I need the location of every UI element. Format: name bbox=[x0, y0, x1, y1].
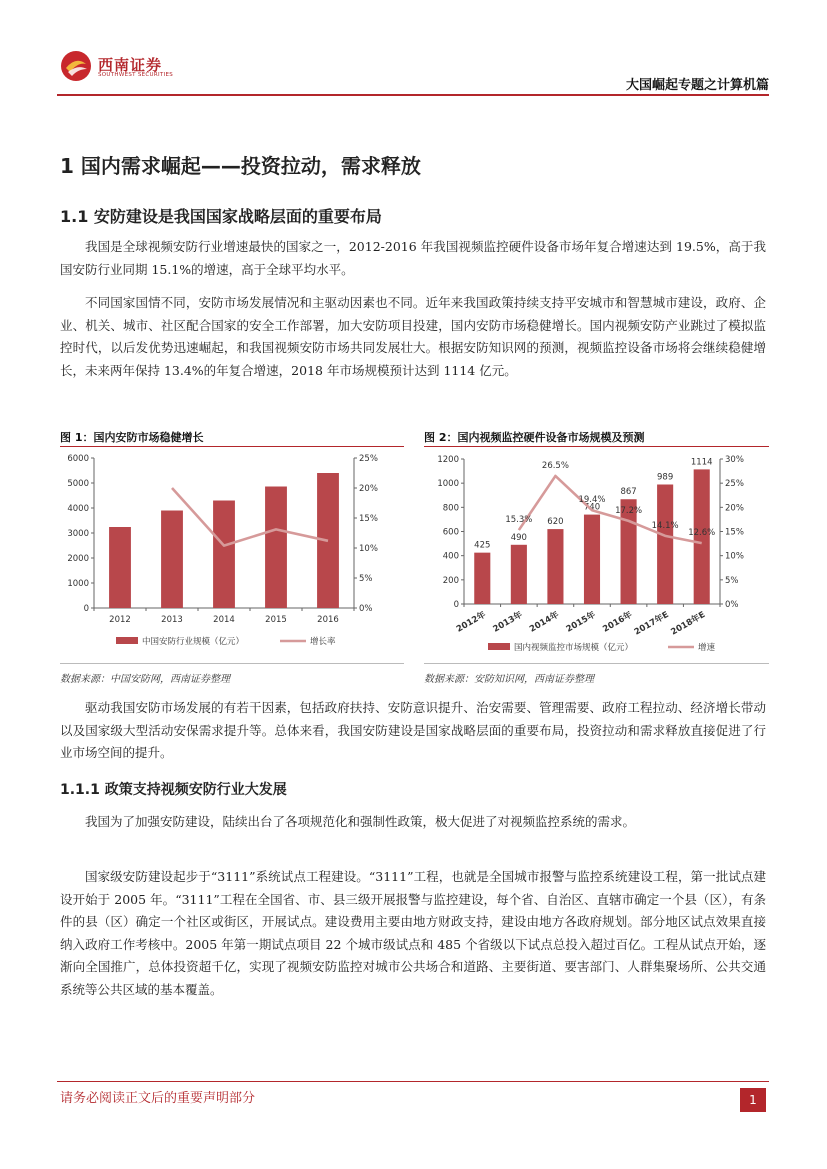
line-value-label: 12.6% bbox=[688, 528, 716, 539]
bar bbox=[265, 487, 287, 609]
left-tick-label: 400 bbox=[442, 551, 459, 562]
category-label: 2013年 bbox=[491, 609, 525, 635]
paragraph-2: 不同国家国情不同，安防市场发展情况和主驱动因素也不同。近年来我国政策持续支持平安城市和智慧城市建设，政府、企业、机关、城市、社区配合国家的安全工作部署，加大安防项目投建，国内安防市场稳健增长。国内视频安防产业跳过了模拟监控时代，以后发优势迅速崛起，和我国视频安防市场共同发展壮大。根据安防知识网的预测，视频监控设备市场将会继续稳健增长，未来两年保持 13.4%的年复合增速，2018 年市场规模预计达到 1114 亿元。 bbox=[60, 295, 766, 378]
legend-bar-label: 中国安防行业规模（亿元） bbox=[142, 637, 245, 647]
figure-1-bottom-rule bbox=[60, 663, 404, 664]
category-label: 2016年 bbox=[601, 609, 635, 635]
section-1-1-1-heading: 1.1.1 政策支持视频安防行业大发展 bbox=[60, 782, 287, 798]
right-tick-label: 0% bbox=[359, 604, 373, 614]
bar bbox=[547, 529, 563, 604]
bar-value-label: 425 bbox=[474, 540, 491, 551]
line-value-label: 19.4% bbox=[578, 495, 606, 506]
category-label: 2015 bbox=[265, 615, 287, 625]
bar bbox=[161, 511, 183, 609]
left-tick-label: 4000 bbox=[67, 504, 89, 514]
figure-2-source: 数据来源：安防知识网，西南证券整理 bbox=[424, 674, 594, 685]
figure-1-chart bbox=[60, 449, 404, 659]
category-label: 2012年 bbox=[454, 609, 488, 635]
left-tick-label: 3000 bbox=[67, 529, 89, 539]
legend-line-label: 增长率 bbox=[310, 637, 336, 647]
logo-mark-icon bbox=[60, 50, 92, 82]
right-tick-label: 5% bbox=[359, 574, 373, 584]
growth-line bbox=[172, 488, 328, 546]
logo-chinese-name: 西南证券 bbox=[98, 56, 163, 74]
right-tick-label: 15% bbox=[359, 514, 378, 524]
bar bbox=[584, 515, 600, 604]
left-tick-label: 0 bbox=[453, 600, 459, 610]
figure-1-title: 图 1：国内安防市场稳健增长 bbox=[60, 431, 204, 444]
bar bbox=[213, 501, 235, 609]
figure-2-top-rule bbox=[424, 446, 769, 447]
figure-1-top-rule bbox=[60, 446, 404, 447]
page-header bbox=[0, 0, 827, 96]
legend-bar-swatch bbox=[116, 637, 138, 644]
section-1-heading: 1 国内需求崛起——投资拉动，需求释放 bbox=[60, 154, 421, 178]
bar-value-label: 740 bbox=[583, 502, 601, 513]
figure-2-title: 图 2：国内视频监控硬件设备市场规模及预测 bbox=[424, 431, 645, 444]
category-label: 2014年 bbox=[528, 609, 561, 635]
left-tick-label: 1000 bbox=[67, 579, 89, 589]
right-tick-label: 25% bbox=[725, 479, 744, 490]
right-tick-label: 15% bbox=[725, 527, 744, 538]
right-tick-label: 5% bbox=[725, 575, 739, 586]
right-tick-label: 20% bbox=[359, 484, 378, 494]
line-value-label: 26.5% bbox=[541, 460, 569, 471]
bar-value-label: 620 bbox=[547, 517, 564, 528]
left-tick-label: 1200 bbox=[437, 455, 459, 465]
right-tick-label: 0% bbox=[725, 600, 739, 610]
bar-value-label: 490 bbox=[510, 532, 527, 543]
right-tick-label: 25% bbox=[359, 454, 378, 464]
left-tick-label: 1000 bbox=[437, 479, 459, 490]
paragraph-3: 驱动我国安防市场发展的有若干因素，包括政府扶持、安防意识提升、治安需要、管理需要、政府工程拉动、经济增长带动以及国家级大型活动安保需求提升等。总体来看，我国安防建设是国家战略层面的重要布局，投资拉动和需求释放直接促进了行业市场空间的提升。 bbox=[60, 700, 766, 760]
right-tick-label: 10% bbox=[725, 551, 744, 562]
paragraph-1: 我国是全球视频安防行业增速最快的国家之一，2012-2016 年我国视频监控硬件设备市场年复合增速达到 19.5%，高于我国安防行业同期 15.1%的增速，高于全球平均水平。 bbox=[60, 239, 766, 277]
bar-value-label: 989 bbox=[657, 472, 674, 483]
legend-bar-label: 国内视频监控市场规模（亿元） bbox=[514, 643, 634, 653]
category-label: 2012 bbox=[109, 615, 131, 625]
bar bbox=[109, 527, 131, 608]
figure-2-chart bbox=[424, 449, 769, 659]
left-tick-label: 5000 bbox=[67, 479, 89, 489]
figure-2-bottom-rule bbox=[424, 663, 769, 664]
paragraph-4: 我国为了加强安防建设，陆续出台了各项规范化和强制性政策，极大促进了对视频监控系统的需求。 bbox=[85, 814, 636, 829]
left-tick-label: 2000 bbox=[67, 554, 89, 564]
bar bbox=[657, 484, 673, 604]
right-tick-label: 30% bbox=[725, 455, 744, 465]
category-label: 2017年E bbox=[632, 609, 671, 638]
left-tick-label: 800 bbox=[442, 503, 459, 514]
category-label: 2016 bbox=[317, 615, 339, 625]
footer-disclaimer: 请务必阅读正文后的重要声明部分 bbox=[60, 1091, 256, 1106]
header-divider bbox=[57, 94, 769, 96]
line-value-label: 17.2% bbox=[615, 505, 643, 516]
bar bbox=[474, 553, 490, 604]
line-value-label: 14.1% bbox=[651, 520, 679, 531]
category-label: 2015年 bbox=[564, 609, 598, 635]
line-value-label: 15.3% bbox=[505, 515, 533, 526]
bar bbox=[511, 545, 527, 604]
category-label: 2018年E bbox=[669, 609, 708, 638]
left-tick-label: 0 bbox=[83, 604, 89, 614]
legend-bar-swatch bbox=[488, 643, 510, 650]
figure-1-source: 数据来源：中国安防网，西南证券整理 bbox=[60, 674, 230, 685]
footer-divider bbox=[57, 1081, 769, 1082]
section-1-1-heading: 1.1 安防建设是我国国家战略层面的重要布局 bbox=[60, 207, 382, 226]
left-tick-label: 6000 bbox=[67, 454, 89, 464]
left-tick-label: 600 bbox=[442, 527, 459, 538]
right-tick-label: 10% bbox=[359, 544, 378, 554]
page-number: 1 bbox=[740, 1088, 766, 1112]
logo-english-name: SOUTHWEST SECURITIES bbox=[98, 72, 174, 78]
legend-line-label: 增速 bbox=[698, 643, 716, 653]
category-label: 2014 bbox=[213, 615, 235, 625]
company-logo bbox=[60, 50, 180, 84]
report-title: 大国崛起专题之计算机篇 bbox=[625, 78, 769, 93]
bar-value-label: 1114 bbox=[690, 457, 713, 468]
paragraph-5: 国家级安防建设起步于“3111”系统试点工程建设。“3111”工程，也就是全国城市报警与监控系统建设工程，第一批试点建设开始于 2005 年。“3111”工程在全国省、市、县三级开展报警与监控建设，每个省、自治区、直辖市确定一个县（区），有条件的县（区）确定一个社区或街区，开展试点。建设费用主要由地方财政支持，建设由地方各政府规划。部分地区试点效果直接纳入政府工作考核中。2005 年第一期试点项目 22 个城市级试点和 485 个省级以下试点总投入超过百亿。工程从试点开始，逐渐向全国推广，总体投资超千亿，实现了视频安防监控对城市公共场合和道路、主要街道、要害部门、人群集聚场所、公共交通系统等公共区域的基本覆盖。 bbox=[60, 869, 766, 997]
category-label: 2013 bbox=[161, 615, 183, 625]
left-tick-label: 200 bbox=[442, 575, 459, 586]
right-tick-label: 20% bbox=[725, 503, 744, 514]
growth-line bbox=[519, 476, 702, 543]
bar-value-label: 867 bbox=[620, 487, 637, 498]
